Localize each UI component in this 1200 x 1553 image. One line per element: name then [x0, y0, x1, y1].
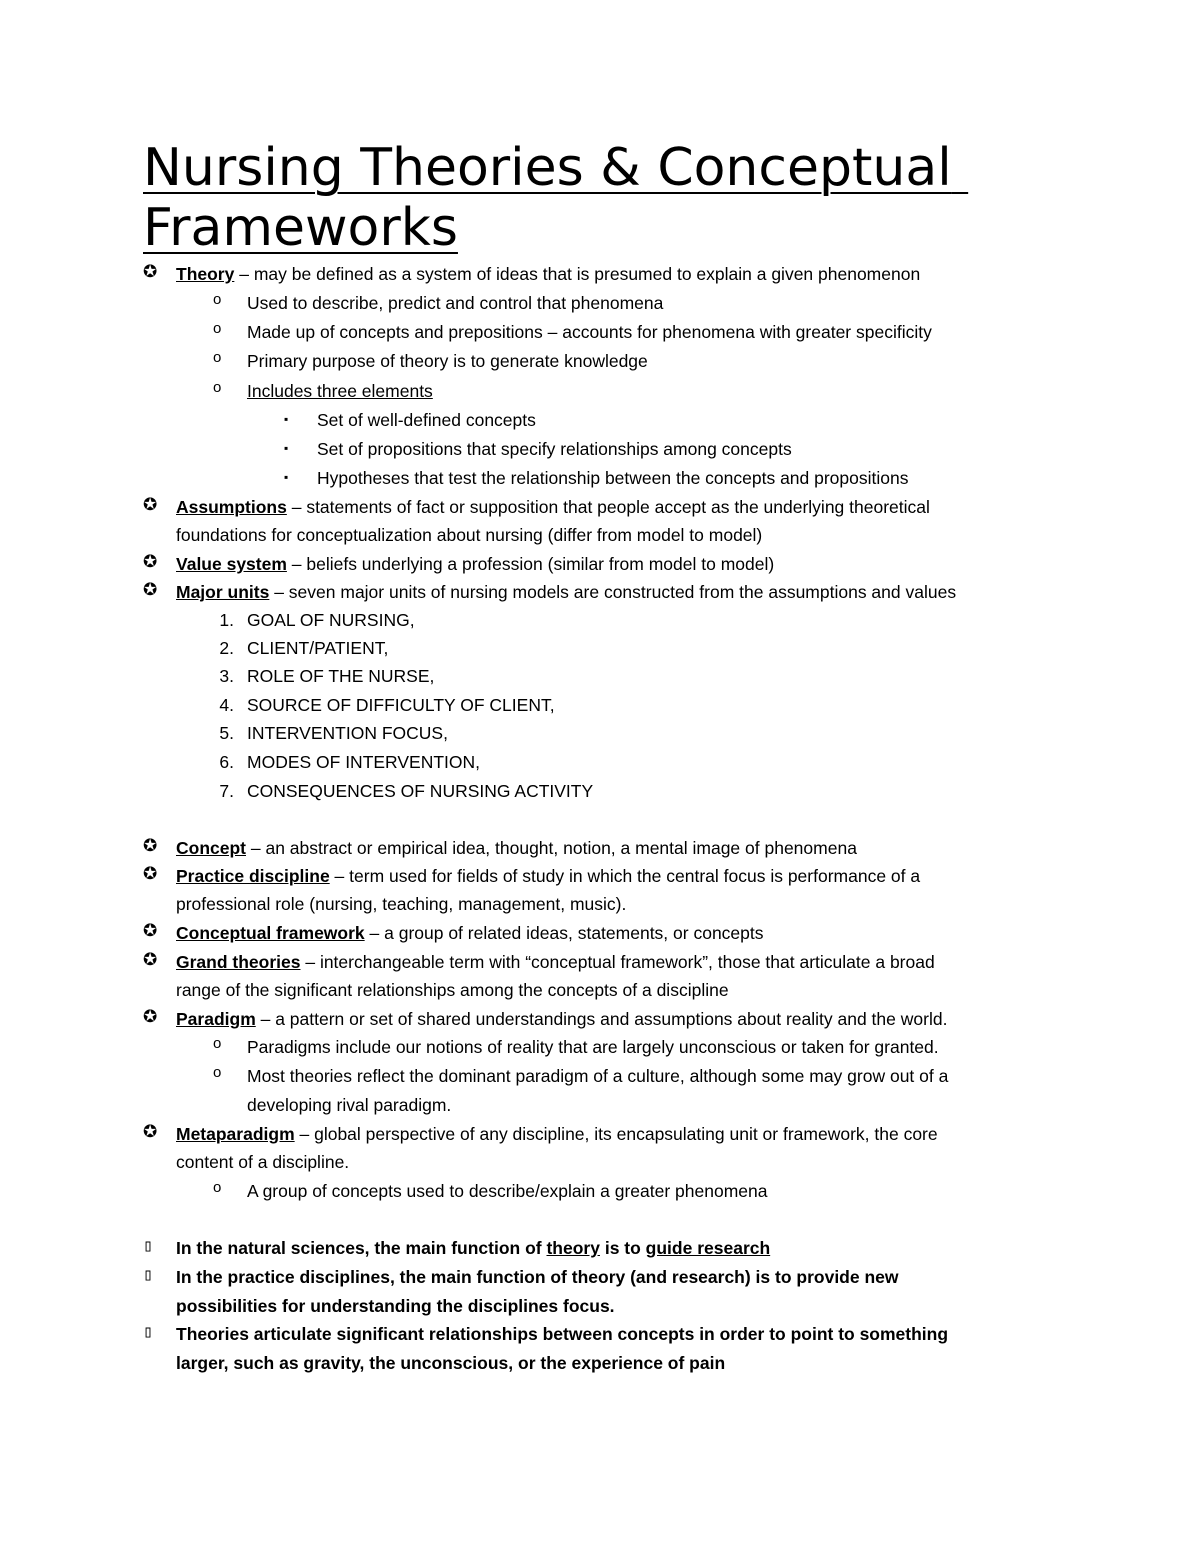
note-emphasis: theory [546, 1238, 600, 1258]
box-bullet-icon: ▯ [143, 1322, 154, 1342]
practice-discipline-term: Practice discipline [176, 866, 330, 886]
note-practice-disciplines: In the practice disciplines, the main function of theory (and research) is to provide new [176, 1267, 899, 1287]
conceptual-framework-term: Conceptual framework [176, 923, 365, 943]
star-bullet-icon: ✪ [143, 580, 158, 599]
major-unit-item: ROLE OF THE NURSE, [247, 666, 435, 686]
theory-includes: Includes three elements [247, 381, 433, 401]
star-bullet-icon: ✪ [143, 1122, 158, 1141]
grand-theories-text-cont: range of the significant relationships among the concepts of a discipline [176, 980, 729, 1000]
paradigm-term: Paradigm [176, 1009, 256, 1029]
note-theories-articulate: Theories articulate significant relationships between concepts in order to point to something [176, 1324, 949, 1344]
assumptions-text: – statements of fact or supposition that people accept as the underlying theoretical [286, 497, 930, 517]
value-system-term: Value system [176, 554, 287, 574]
grand-theories-definition [176, 948, 935, 977]
note-theories-articulate-cont: larger, such as gravity, the unconscious, or the experience of pain [176, 1353, 726, 1373]
circle-bullet-icon: o [213, 349, 222, 366]
note-natural-sciences [176, 1234, 770, 1263]
circle-bullet-icon: o [213, 291, 222, 308]
page-title: Nursing Theories & Conceptual Frameworks [143, 138, 969, 258]
star-bullet-icon: ✪ [143, 552, 158, 571]
major-unit-number: 5. [219, 723, 234, 743]
major-unit-item: CLIENT/PATIENT, [247, 638, 389, 658]
theory-text: – may be defined as a system of ideas that is presumed to explain a given phenomenon [234, 264, 921, 284]
paradigm-sub-2: Most theories reflect the dominant paradigm of a culture, although some may grow out of a [247, 1066, 949, 1086]
value-system-text: – beliefs underlying a profession (similar from model to model) [286, 554, 775, 574]
major-unit-number: 7. [219, 781, 234, 801]
metaparadigm-term: Metaparadigm [176, 1124, 295, 1144]
star-bullet-icon: ✪ [143, 836, 158, 855]
major-unit-item: SOURCE OF DIFFICULTY OF CLIENT, [247, 695, 555, 715]
major-unit-number: 1. [219, 610, 234, 630]
circle-bullet-icon: o [213, 379, 222, 396]
note-emphasis: guide research [645, 1238, 771, 1258]
assumptions-term: Assumptions [176, 497, 287, 517]
major-unit-number: 4. [219, 695, 234, 715]
major-units-text: – seven major units of nursing models are constructed from the assumptions and values [269, 582, 957, 602]
conceptual-framework-definition [176, 919, 764, 948]
major-unit-item: GOAL OF NURSING, [247, 610, 415, 630]
major-unit-number: 3. [219, 666, 234, 686]
grand-theories-term: Grand theories [176, 952, 301, 972]
major-unit-number: 2. [219, 638, 234, 658]
square-bullet-icon: ▪ [284, 441, 289, 455]
paradigm-sub-2-cont: developing rival paradigm. [247, 1095, 452, 1115]
theory-definition [176, 260, 920, 289]
major-units-definition [176, 578, 956, 607]
theory-sub-2: Made up of concepts and prepositions – accounts for phenomena with greater specificity [247, 322, 932, 342]
concept-definition [176, 834, 857, 863]
theory-term: Theory [176, 264, 235, 284]
box-bullet-icon: ▯ [143, 1236, 154, 1256]
circle-bullet-icon: o [213, 1035, 222, 1052]
conceptual-framework-text: – a group of related ideas, statements, or concepts [364, 923, 764, 943]
note-text: is to [599, 1238, 646, 1258]
major-unit-item: CONSEQUENCES OF NURSING ACTIVITY [247, 781, 594, 801]
square-bullet-icon: ▪ [284, 412, 289, 426]
metaparadigm-text: – global perspective of any discipline, its encapsulating unit or framework, the core [294, 1124, 938, 1144]
paradigm-definition [176, 1005, 947, 1034]
metaparadigm-definition [176, 1120, 938, 1149]
value-system-definition [176, 550, 774, 579]
star-bullet-icon: ✪ [143, 864, 158, 883]
assumptions-definition [176, 493, 930, 522]
star-bullet-icon: ✪ [143, 1007, 158, 1026]
note-text: In the natural sciences, the main function of [176, 1238, 547, 1258]
major-unit-number: 6. [219, 752, 234, 772]
circle-bullet-icon: o [213, 1179, 222, 1196]
star-bullet-icon: ✪ [143, 950, 158, 969]
grand-theories-text: – interchangeable term with “conceptual framework”, those that articulate a broad [300, 952, 935, 972]
star-bullet-icon: ✪ [143, 921, 158, 940]
circle-bullet-icon: o [213, 320, 222, 337]
major-units-term: Major units [176, 582, 270, 602]
circle-bullet-icon: o [213, 1064, 222, 1081]
paradigm-sub-1: Paradigms include our notions of reality that are largely unconscious or taken for granted. [247, 1037, 939, 1057]
note-practice-disciplines-cont: possibilities for understanding the disciplines focus. [176, 1296, 615, 1316]
practice-discipline-definition [176, 862, 920, 891]
concept-text: – an abstract or empirical idea, thought, notion, a mental image of phenomena [246, 838, 857, 858]
practice-discipline-text: – term used for fields of study in which the central focus is performance of a [329, 866, 921, 886]
practice-discipline-text-cont: professional role (nursing, teaching, management, music). [176, 894, 627, 914]
theory-element-1: Set of well-defined concepts [317, 410, 536, 430]
concept-term: Concept [176, 838, 246, 858]
metaparadigm-text-cont: content of a discipline. [176, 1152, 350, 1172]
star-bullet-icon: ✪ [143, 262, 158, 281]
major-unit-item: MODES OF INTERVENTION, [247, 752, 481, 772]
box-bullet-icon: ▯ [143, 1265, 154, 1285]
theory-sub-3: Primary purpose of theory is to generate knowledge [247, 351, 648, 371]
metaparadigm-sub-1: A group of concepts used to describe/explain a greater phenomena [247, 1181, 768, 1201]
theory-sub-1: Used to describe, predict and control that phenomena [247, 293, 664, 313]
major-unit-item: INTERVENTION FOCUS, [247, 723, 448, 743]
paradigm-text: – a pattern or set of shared understandings and assumptions about reality and the world. [255, 1009, 948, 1029]
theory-element-2: Set of propositions that specify relationships among concepts [317, 439, 792, 459]
star-bullet-icon: ✪ [143, 495, 158, 514]
assumptions-text-cont: foundations for conceptualization about nursing (differ from model to model) [176, 525, 763, 545]
square-bullet-icon: ▪ [284, 470, 289, 484]
theory-element-3: Hypotheses that test the relationship between the concepts and propositions [317, 468, 909, 488]
